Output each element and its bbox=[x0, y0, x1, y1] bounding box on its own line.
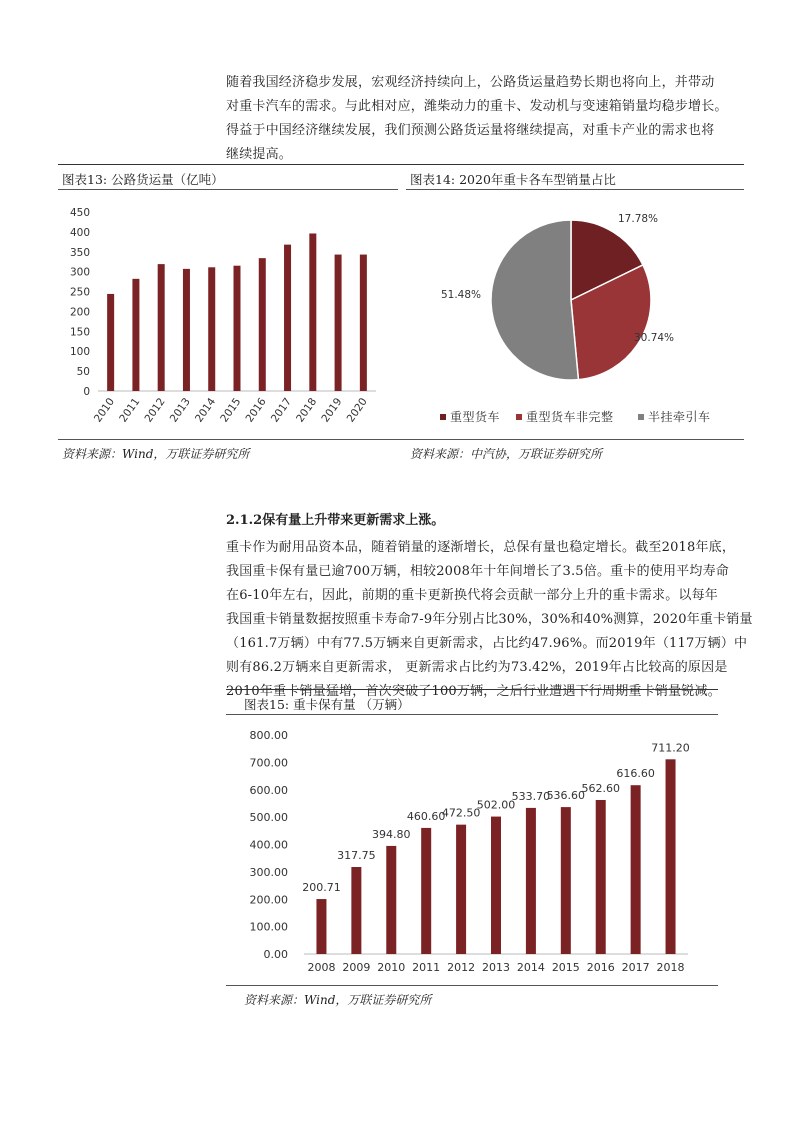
chart15-bar bbox=[596, 800, 606, 954]
intro-line: 随着我国经济稳步发展，宏观经济持续向上，公路货运量趋势长期也将向上，并带动 bbox=[226, 75, 715, 90]
chart15-data-label: 502.00 bbox=[476, 798, 516, 812]
chart14-source: 资料来源：中汽协，万联证券研究所 bbox=[410, 447, 603, 461]
chart15-x-tick-label: 2008 bbox=[307, 961, 336, 974]
chart13-y-tick-label: 0 bbox=[83, 386, 90, 398]
chart15-x-tick-label: 2017 bbox=[621, 961, 650, 974]
chart13-x-tick-label: 2018 bbox=[294, 395, 320, 425]
chart13-x-tick-label: 2010 bbox=[91, 395, 118, 425]
chart13-bar bbox=[234, 266, 241, 391]
chart15-data-label: 460.60 bbox=[406, 809, 446, 823]
chart14-slice-label: 30.74% bbox=[634, 332, 675, 344]
chart13-source: 资料来源：Wind，万联证券研究所 bbox=[62, 447, 250, 461]
chart15-bar bbox=[456, 825, 466, 954]
chart15-data-label: 394.80 bbox=[372, 827, 411, 841]
chart13-x-tick-label: 2016 bbox=[243, 395, 269, 425]
chart13-title-rule bbox=[58, 189, 398, 190]
chart14-legend-label: 重型货车非完整 bbox=[526, 410, 614, 424]
chart13-x-tick-label: 2019 bbox=[319, 395, 345, 425]
chart14-legend-label: 半挂牵引车 bbox=[648, 410, 711, 424]
chart15-x-tick-label: 2014 bbox=[516, 961, 545, 974]
chart15-x-tick-label: 2013 bbox=[482, 961, 510, 974]
chart14-legend-swatch bbox=[638, 414, 644, 420]
chart13-bar bbox=[132, 279, 139, 391]
chart13-x-tick-label: 2020 bbox=[344, 395, 370, 425]
chart14-truck-type-pie-chart bbox=[406, 195, 744, 435]
chart14-title: 图表14: 2020年重卡各车型销量占比 bbox=[410, 172, 616, 187]
chart15-y-tick-label: 300.00 bbox=[249, 865, 288, 879]
chart15-data-label: 200.71 bbox=[302, 881, 341, 895]
chart14-title-rule bbox=[406, 189, 744, 190]
chart13-x-tick-label: 2011 bbox=[117, 395, 143, 425]
chart15-truck-ownership-bar-chart bbox=[226, 722, 718, 980]
chart13-title: 图表13: 公路货运量（亿吨） bbox=[62, 172, 224, 187]
chart13-y-tick-label: 300 bbox=[69, 266, 90, 279]
intro-line: 对重卡汽车的需求。与此相对应，潍柴动力的重卡、发动机与变速箱销量均稳步增长。 bbox=[226, 99, 728, 114]
chart15-y-tick-label: 0.00 bbox=[263, 948, 288, 961]
chart13-x-tick-label: 2013 bbox=[167, 395, 193, 425]
chart15-y-tick-label: 800.00 bbox=[249, 729, 288, 742]
chart13-x-tick-label: 2017 bbox=[268, 395, 295, 425]
chart13-x-tick-label: 2015 bbox=[218, 395, 244, 425]
chart15-data-label: 616.60 bbox=[616, 767, 655, 781]
chart15-data-label: 472.50 bbox=[441, 806, 481, 820]
chart13-bar bbox=[183, 269, 190, 391]
chart15-bar bbox=[351, 867, 361, 954]
chart13-bar bbox=[158, 264, 165, 391]
chart13-y-tick-label: 450 bbox=[69, 207, 90, 219]
chart15-x-tick-label: 2009 bbox=[342, 961, 371, 974]
chart15-data-label: 536.60 bbox=[546, 789, 586, 803]
chart13-bar bbox=[284, 245, 291, 391]
chart15-bar bbox=[666, 759, 676, 954]
chart15-title-rule bbox=[226, 714, 718, 715]
chart15-data-label: 562.60 bbox=[581, 781, 620, 795]
chart13-y-tick-label: 350 bbox=[69, 246, 90, 259]
chart13-bar bbox=[360, 255, 367, 391]
section-line: 在6-10年左右，因此，前期的重卡更新换代将会贡献一部分上升的重卡需求。以每年 bbox=[226, 588, 719, 603]
figure-row-bottom-rule bbox=[58, 439, 744, 440]
chart15-y-tick-label: 700.00 bbox=[249, 756, 288, 770]
section-paragraph bbox=[226, 536, 753, 704]
chart13-y-tick-label: 100 bbox=[69, 346, 90, 359]
chart14-legend-swatch bbox=[440, 414, 446, 420]
chart15-top-rule bbox=[226, 689, 718, 690]
chart15-y-tick-label: 200.00 bbox=[249, 893, 288, 907]
section-line: 重卡作为耐用品资本品，随着销量的逐渐增长，总保有量也稳定增长。截至2018年底， bbox=[226, 540, 736, 555]
chart13-y-tick-label: 150 bbox=[69, 326, 90, 339]
chart15-data-label: 317.75 bbox=[337, 849, 376, 863]
chart15-bar bbox=[386, 846, 396, 954]
chart14-legend-label: 重型货车 bbox=[450, 410, 501, 424]
chart15-bar bbox=[526, 808, 536, 954]
figure-row-top-rule bbox=[58, 164, 744, 165]
chart13-bar bbox=[259, 258, 266, 391]
chart15-x-tick-label: 2010 bbox=[377, 961, 406, 974]
chart15-x-tick-label: 2015 bbox=[551, 961, 580, 974]
section-heading: 2.1.2保有量上升带来更新需求上涨。 bbox=[226, 513, 445, 528]
chart15-bar bbox=[421, 828, 431, 954]
chart15-source: 资料来源：Wind，万联证券研究所 bbox=[244, 993, 432, 1007]
chart13-bar bbox=[107, 294, 114, 391]
chart14-pie-slice bbox=[491, 220, 578, 380]
intro-paragraph bbox=[226, 71, 728, 167]
chart15-y-tick-label: 400.00 bbox=[249, 838, 288, 852]
chart13-y-tick-label: 50 bbox=[76, 366, 90, 379]
intro-line: 得益于中国经济继续发展，我们预测公路货运量将继续提高，对重卡产业的需求也将 bbox=[226, 123, 715, 138]
chart15-x-tick-label: 2011 bbox=[412, 961, 441, 974]
chart14-slice-label: 17.78% bbox=[618, 213, 659, 225]
chart13-bar bbox=[335, 255, 342, 391]
chart13-x-tick-label: 2014 bbox=[193, 395, 219, 425]
section-line: （161.7万辆）中有77.5万辆来自更新需求，占比约47.96%。而2019年（117万辆）中 bbox=[226, 636, 748, 651]
chart15-data-label: 533.70 bbox=[511, 789, 551, 803]
chart15-y-tick-label: 600.00 bbox=[249, 783, 288, 797]
chart15-y-tick-label: 500.00 bbox=[249, 811, 288, 825]
section-line: 我国重卡销量数据按照重卡寿命7-9年分别占比30%，30%和40%测算，2020年重卡销量 bbox=[226, 612, 753, 627]
chart15-x-tick-label: 2016 bbox=[586, 961, 615, 974]
chart15-x-tick-label: 2018 bbox=[656, 961, 685, 974]
chart13-bar bbox=[309, 233, 316, 391]
chart15-y-tick-label: 100.00 bbox=[249, 920, 288, 934]
section-line: 则有86.2万辆来自更新需求， 更新需求占比约为73.42%，2019年占比较高的原因是 bbox=[226, 660, 728, 675]
chart13-y-tick-label: 400 bbox=[69, 226, 90, 239]
chart15-title: 图表15: 重卡保有量 （万辆） bbox=[244, 697, 410, 712]
chart13-y-tick-label: 200 bbox=[69, 306, 90, 319]
chart14-legend-swatch bbox=[516, 414, 522, 420]
chart15-x-tick-label: 2012 bbox=[447, 961, 476, 974]
chart13-freight-volume-bar-chart bbox=[58, 195, 398, 435]
section-line: 2010年重卡销量猛增，首次突破了100万辆，之后行业遭遇下行周期重卡销量锐减。 bbox=[226, 684, 721, 699]
chart15-bar bbox=[561, 807, 571, 954]
chart15-bottom-rule bbox=[226, 985, 718, 986]
chart13-y-tick-label: 250 bbox=[69, 286, 90, 299]
section-line: 我国重卡保有量已逾700万辆，相较2008年十年间增长了3.5倍。重卡的使用平均寿命 bbox=[226, 564, 729, 579]
chart15-data-label: 711.20 bbox=[651, 741, 690, 755]
chart13-x-tick-label: 2012 bbox=[142, 395, 168, 425]
chart15-bar bbox=[631, 785, 641, 954]
chart14-slice-label: 51.48% bbox=[440, 289, 481, 301]
chart15-bar bbox=[316, 899, 326, 954]
intro-line: 继续提高。 bbox=[226, 147, 293, 162]
chart13-bar bbox=[208, 267, 215, 391]
chart15-bar bbox=[491, 817, 501, 954]
